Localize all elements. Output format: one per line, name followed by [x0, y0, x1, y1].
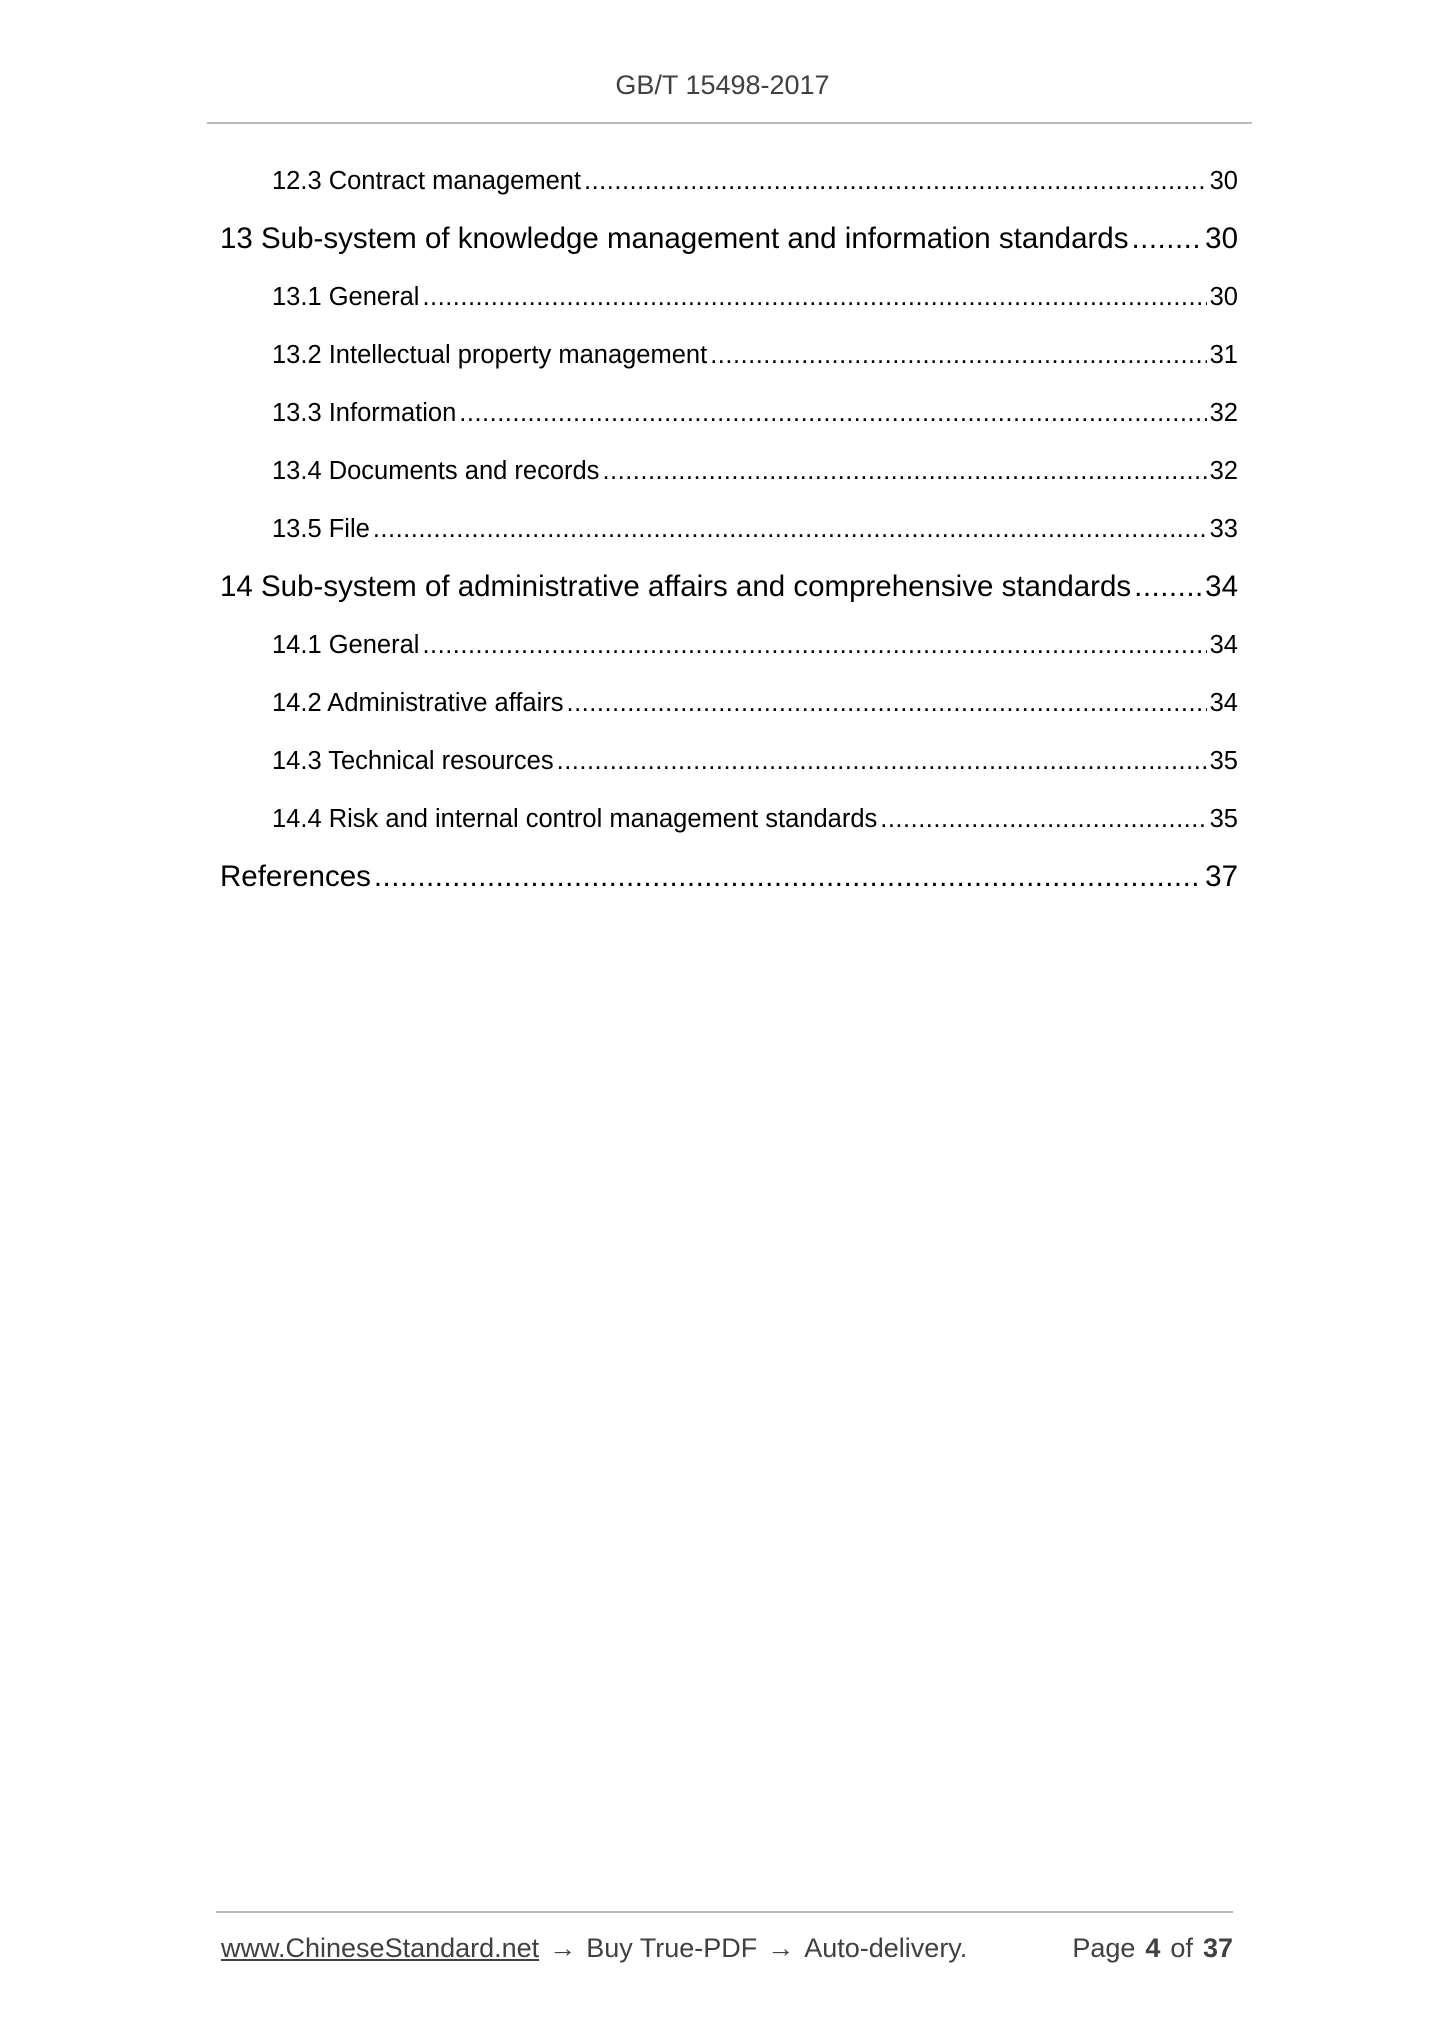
toc-entry-title: 13.3 Information: [272, 399, 457, 427]
toc-dot-leader: [602, 442, 1206, 500]
toc-entry-title: 13.4 Documents and records: [272, 457, 600, 485]
toc-dot-leader: [459, 384, 1206, 442]
toc-entry-page-number: 32: [1209, 457, 1238, 485]
page-footer: [221, 1933, 1233, 1964]
document-header: GB/T 15498-2017: [615, 70, 830, 100]
toc-entry-page-number: 30: [1209, 283, 1238, 311]
toc-entry-page-number: 30: [1209, 167, 1238, 195]
toc-entry-page-number: 35: [1209, 747, 1238, 775]
of-label: of: [1170, 1933, 1193, 1963]
footer-divider: [216, 1911, 1233, 1913]
toc-entry[interactable]: [220, 326, 1238, 384]
toc-entry[interactable]: [220, 268, 1238, 326]
toc-entry[interactable]: [220, 732, 1238, 790]
toc-dot-leader: [880, 790, 1206, 848]
toc-entry-page-number: 34: [1205, 570, 1238, 603]
toc-entry-title: 14.3 Technical resources: [272, 747, 554, 775]
total-page-count: 37: [1202, 1933, 1233, 1963]
toc-entry-page-number: 31: [1209, 341, 1238, 369]
toc-entry[interactable]: [220, 152, 1238, 210]
buy-true-pdf-text: Buy True-PDF: [586, 1933, 758, 1963]
header-divider: [207, 122, 1252, 124]
toc-entry-title: 13.1 General: [272, 283, 420, 311]
page-label: Page: [1072, 1933, 1136, 1963]
toc-dot-leader: [710, 326, 1206, 384]
toc-dot-leader: [567, 674, 1207, 732]
toc-entry-title: References: [220, 860, 371, 893]
toc-entry[interactable]: [220, 790, 1238, 848]
toc-entry-page-number: 34: [1209, 631, 1238, 659]
toc-entry-page-number: 34: [1209, 689, 1238, 717]
current-page-number: 4: [1145, 1933, 1161, 1963]
toc-dot-leader: [1131, 210, 1202, 268]
toc-dot-leader: [1134, 558, 1202, 616]
toc-dot-leader: [374, 848, 1202, 906]
toc-entry-page-number: 35: [1209, 805, 1238, 833]
toc-entry-title: 14.1 General: [272, 631, 420, 659]
table-of-contents: [220, 152, 1238, 906]
toc-entry[interactable]: [220, 500, 1238, 558]
toc-entry-title: 13.2 Intellectual property management: [272, 341, 708, 369]
toc-entry-page-number: 32: [1209, 399, 1238, 427]
toc-dot-leader: [557, 732, 1207, 790]
toc-entry[interactable]: [220, 210, 1238, 268]
toc-entry[interactable]: [220, 558, 1238, 616]
toc-entry[interactable]: [220, 442, 1238, 500]
arrow-right-icon: →: [549, 1933, 577, 1963]
website-link[interactable]: www.ChineseStandard.net: [221, 1933, 540, 1963]
toc-entry-page-number: 33: [1209, 515, 1238, 543]
toc-entry-page-number: 37: [1205, 860, 1238, 893]
auto-delivery-text: Auto-delivery.: [804, 1933, 968, 1963]
toc-dot-leader: [584, 152, 1207, 210]
toc-entry-title: 13 Sub-system of knowledge management and information standards: [220, 222, 1129, 255]
toc-entry[interactable]: [220, 848, 1238, 906]
toc-entry-page-number: 30: [1205, 222, 1238, 255]
toc-entry[interactable]: [220, 674, 1238, 732]
toc-dot-leader: [422, 268, 1206, 326]
toc-dot-leader: [422, 616, 1206, 674]
toc-entry[interactable]: [220, 616, 1238, 674]
toc-entry-title: 14.2 Administrative affairs: [272, 689, 564, 717]
arrow-right-icon: →: [767, 1933, 795, 1963]
toc-entry-title: 14 Sub-system of administrative affairs and comprehensive standards: [220, 570, 1132, 603]
toc-entry-title: 13.5 File: [272, 515, 370, 543]
toc-dot-leader: [373, 500, 1207, 558]
toc-entry-title: 12.3 Contract management: [272, 167, 582, 195]
toc-entry[interactable]: [220, 384, 1238, 442]
toc-entry-title: 14.4 Risk and internal control management standards: [272, 805, 878, 833]
